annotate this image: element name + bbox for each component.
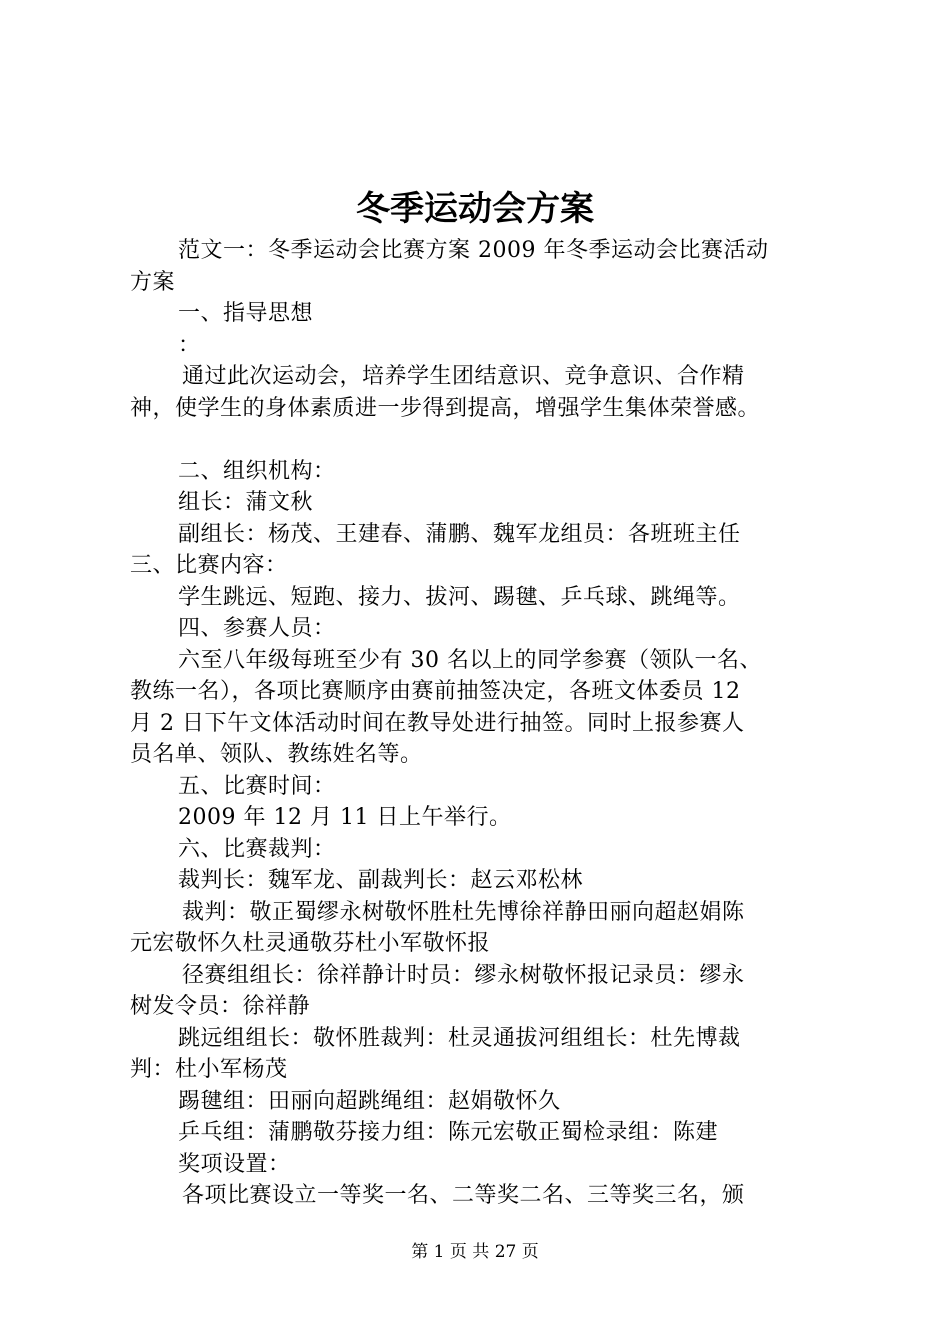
paragraph-line: 2009 年 12 月 11 日上午举行。 — [178, 805, 512, 830]
paragraph-line: 踢毽组：田丽向超跳绳组：赵娟敬怀久 — [178, 1088, 561, 1114]
section-heading: 一、指导思想 — [178, 301, 314, 326]
section-heading: 六、比赛裁判： — [178, 836, 336, 862]
document-body — [130, 235, 840, 1212]
paragraph-line: 乒乓组：蒲鹏敬芬接力组：陈元宏敬正蜀检录组：陈建 — [178, 1120, 719, 1145]
paragraph-line: 学生跳远、短跑、接力、拔河、踢毽、乒乓球、跳绳等。 — [178, 584, 741, 610]
paragraph-line: 组长：蒲文秋 — [178, 490, 314, 515]
paragraph-line: 判：杜小军杨茂 — [130, 1057, 288, 1082]
paragraph-line: 六至八年级每班至少有 30 名以上的同学参赛（领队一名、 — [178, 647, 762, 673]
paragraph-line: 员名单、领队、教练姓名等。 — [130, 742, 423, 767]
section-heading: 五、比赛时间： — [178, 773, 336, 799]
page-number-footer: 第 1 页 共 27 页 — [411, 1242, 539, 1262]
paragraph-line: 范文一：冬季运动会比赛方案 2009 年冬季运动会比赛活动 — [178, 238, 769, 263]
paragraph-gap — [130, 424, 840, 456]
paragraph-line: 神，使学生的身体素质进一步得到提高，增强学生集体荣誉感。 — [130, 395, 761, 421]
section-heading: 奖项设置： — [178, 1151, 291, 1177]
paragraph-line: 方案 — [130, 269, 176, 295]
paragraph-line: 通过此次运动会，培养学生团结意识、竞争意识、合作精 — [182, 364, 745, 389]
section-heading: 二、组织机构： — [178, 458, 336, 484]
paragraph-line: 元宏敬怀久杜灵通敬芬杜小军敬怀报 — [130, 931, 491, 956]
paragraph-line: 裁判长：魏军龙、副裁判长：赵云邓松林 — [178, 868, 584, 893]
paragraph-line: 裁判：敬正蜀缪永树敬怀胜杜先博徐祥静田丽向超赵娟陈 — [182, 899, 745, 925]
section-heading: 三、比赛内容： — [130, 553, 288, 578]
paragraph-line: 各项比赛设立一等奖一名、二等奖二名、三等奖三名，颁 — [182, 1183, 745, 1208]
paragraph-line: 教练一名），各项比赛顺序由赛前抽签决定，各班文体委员 12 — [130, 679, 741, 704]
paragraph-line: 月 2 日下午文体活动时间在教导处进行抽签。同时上报参赛人 — [130, 710, 745, 736]
paragraph-line: 径赛组组长：徐祥静计时员：缪永树敬怀报记录员：缪永 — [182, 962, 745, 988]
paragraph-line: 副组长：杨茂、王建春、蒲鹏、魏军龙组员：各班班主任 — [178, 521, 741, 547]
document-title: 冬季运动会方案 — [356, 189, 594, 229]
section-heading: 四、参赛人员： — [178, 616, 336, 641]
paragraph-line: 跳远组组长：敬怀胜裁判：杜灵通拔河组组长：杜先博裁 — [178, 1025, 741, 1051]
paragraph-line: 树发令员：徐祥静 — [130, 994, 311, 1019]
paragraph-line: ： — [178, 332, 201, 358]
